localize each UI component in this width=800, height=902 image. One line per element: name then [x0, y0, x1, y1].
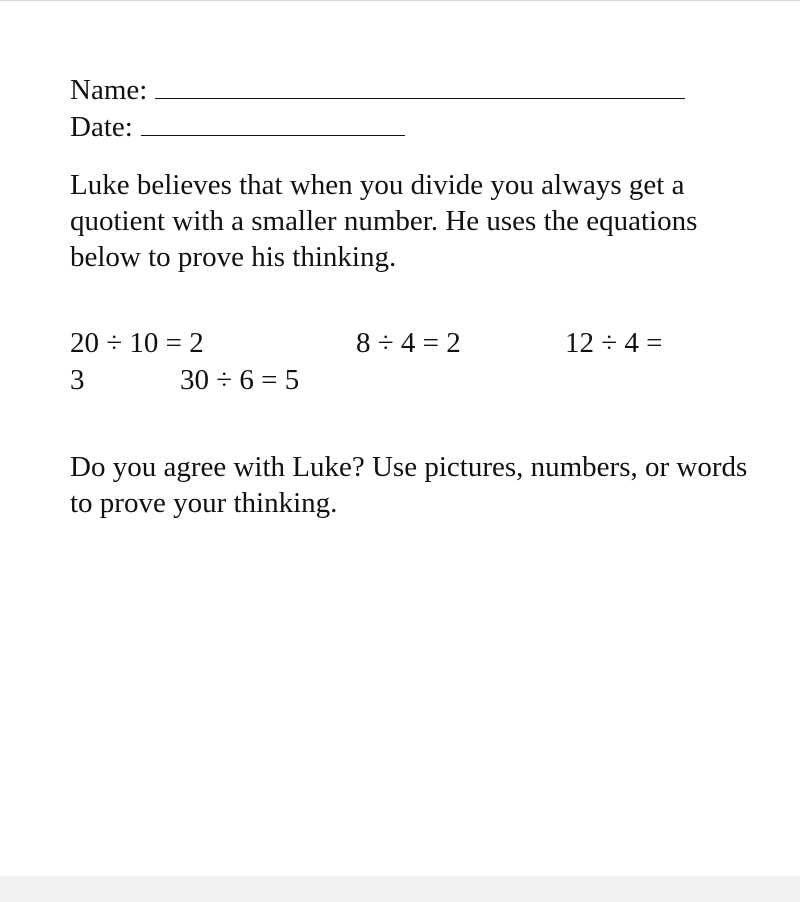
question-text: Do you agree with Luke? Use pictures, numbers, or words to prove your thinking. — [70, 451, 748, 519]
problem-text: Luke believes that when you divide you always get a quotient with a smaller number. He uses the equations below to prove his thinking. — [70, 169, 698, 273]
equation-2: 8 ÷ 4 = 2 — [356, 327, 461, 359]
name-label: Name: — [70, 74, 148, 106]
equation-4: 30 ÷ 6 = 5 — [180, 364, 300, 396]
name-line — [70, 72, 685, 108]
equation-3-end: 3 — [70, 364, 85, 396]
date-blank-line — [141, 111, 405, 136]
equation-1: 20 ÷ 10 = 2 — [70, 327, 204, 359]
date-label: Date: — [70, 111, 133, 143]
equation-3-start: 12 ÷ 4 = — [565, 327, 663, 359]
name-blank-line — [155, 74, 685, 99]
date-line — [70, 109, 405, 145]
